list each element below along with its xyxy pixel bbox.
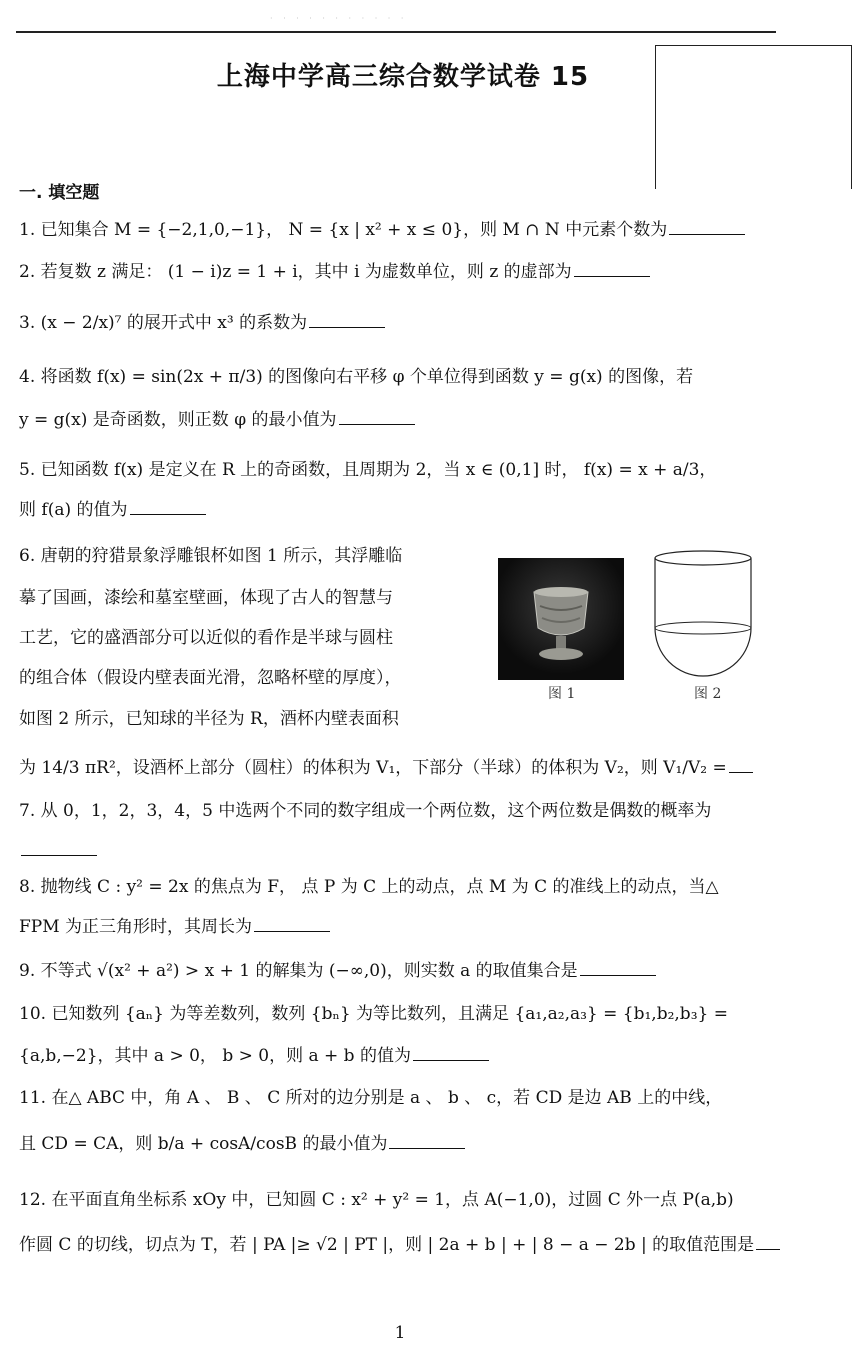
question-4 — [19, 409, 415, 431]
silver-cup-icon — [498, 558, 624, 680]
answer-blank[interactable] — [21, 841, 97, 856]
score-box — [655, 45, 852, 189]
silver-cup-photo — [498, 558, 624, 680]
question-7-line-1: 7. 从 0，1，2，3，4，5 中选两个不同的数字组成一个两位数，这个两位数是偶数的概率为 — [19, 801, 712, 821]
question-6 — [19, 757, 753, 779]
question-10-line-1: 10. 已知数列 {aₙ} 为等差数列，数列 {bₙ} 为等比数列，且满足 {a₁,a₂,a₃} = {b₁,b₂,b₃} = — [19, 1004, 728, 1024]
question-text: {a,b,−2}，其中 a > 0， b > 0，则 a + b 的值为 — [19, 1046, 411, 1066]
question-6-line-5: 如图 2 所示，已知球的半径为 R，酒杯内壁表面积 — [19, 709, 399, 729]
section-heading: 一. 填空题 — [19, 183, 100, 203]
question-text: FPM 为正三角形时，其周长为 — [19, 917, 253, 937]
page-title: 上海中学高三综合数学试卷 15 — [216, 62, 590, 92]
answer-blank[interactable] — [580, 961, 656, 976]
answer-blank[interactable] — [729, 758, 753, 773]
header-faint-text: · · · · · · · · · · · — [270, 14, 408, 23]
question-5-line-1: 5. 已知函数 f(x) 是定义在 R 上的奇函数，且周期为 2，当 x ∈ (0,1] 时， f(x) = x + a/3， — [19, 460, 717, 480]
answer-blank[interactable] — [574, 262, 650, 277]
question-text: 2. 若复数 z 满足： (1 − i)z = 1 + i，其中 i 为虚数单位，则 z 的虚部为 — [19, 262, 572, 282]
question-12 — [19, 1234, 780, 1256]
question-10 — [19, 1045, 489, 1067]
header-rule — [16, 31, 776, 33]
answer-blank[interactable] — [254, 917, 330, 932]
question-text: 则 f(a) 的值为 — [19, 500, 128, 520]
question-text: y = g(x) 是奇函数，则正数 φ 的最小值为 — [19, 410, 337, 430]
question-4-line-1: 4. 将函数 f(x) = sin(2x + π/3) 的图像向右平移 φ 个单位得到函数 y = g(x) 的图像，若 — [19, 367, 694, 387]
question-3 — [19, 312, 385, 334]
question-12-line-1: 12. 在平面直角坐标系 xOy 中，已知圆 C : x² + y² = 1，点 A(−1,0)，过圆 C 外一点 P(a,b) — [19, 1190, 734, 1210]
answer-blank[interactable] — [669, 220, 745, 235]
answer-blank[interactable] — [389, 1134, 465, 1149]
page-number: 1 — [394, 1323, 406, 1343]
question-text: 为 14/3 πR²，设酒杯上部分（圆柱）的体积为 V₁，下部分（半球）的体积为 V₂，则 V₁/V₂ = — [19, 758, 727, 778]
question-5 — [19, 499, 206, 521]
question-text: 1. 已知集合 M = {−2,1,0,−1}， N = {x | x² + x ≤ 0}，则 M ∩ N 中元素个数为 — [19, 220, 668, 240]
question-text: 作圆 C 的切线，切点为 T，若 | PA |≥ √2 | PT |，则 | 2a + b | + | 8 − a − 2b | 的取值范围是 — [19, 1235, 755, 1255]
answer-blank[interactable] — [413, 1046, 489, 1061]
question-6-line-4: 的组合体（假设内壁表面光滑，忽略杯壁的厚度）， — [19, 668, 402, 688]
question-text: 3. (x − 2/x)⁷ 的展开式中 x³ 的系数为 — [19, 313, 308, 333]
question-6-line-1: 6. 唐朝的狩猎景象浮雕银杯如图 1 所示，其浮雕临 — [19, 546, 403, 566]
figure-1-caption: 图 1 — [548, 686, 576, 702]
cup-diagram — [650, 548, 756, 684]
question-11-line-1: 11. 在△ ABC 中，角 A 、 B 、 C 所对的边分别是 a 、 b 、 c，若 CD 是边 AB 上的中线， — [19, 1088, 723, 1108]
question-2 — [19, 261, 650, 283]
question-9 — [19, 960, 656, 982]
question-6-line-2: 摹了国画，漆绘和墓室壁画，体现了古人的智慧与 — [19, 588, 393, 608]
answer-blank[interactable] — [130, 500, 206, 515]
answer-blank[interactable] — [309, 313, 385, 328]
question-1 — [19, 219, 745, 241]
question-7 — [19, 840, 97, 862]
question-11 — [19, 1133, 465, 1155]
question-text: 且 CD = CA，则 b/a + cosA/cosB 的最小值为 — [19, 1134, 388, 1154]
question-6-line-3: 工艺，它的盛酒部分可以近似的看作是半球与圆柱 — [19, 628, 393, 648]
question-8-line-1: 8. 抛物线 C : y² = 2x 的焦点为 F， 点 P 为 C 上的动点，点 M 为 C 的准线上的动点，当△ — [19, 877, 719, 897]
question-text: 9. 不等式 √(x² + a²) > x + 1 的解集为 (−∞,0)，则实数 a 的取值集合是 — [19, 961, 578, 981]
figure-2-caption: 图 2 — [694, 686, 722, 702]
answer-blank[interactable] — [339, 410, 415, 425]
answer-blank[interactable] — [756, 1235, 780, 1250]
question-8 — [19, 916, 330, 938]
